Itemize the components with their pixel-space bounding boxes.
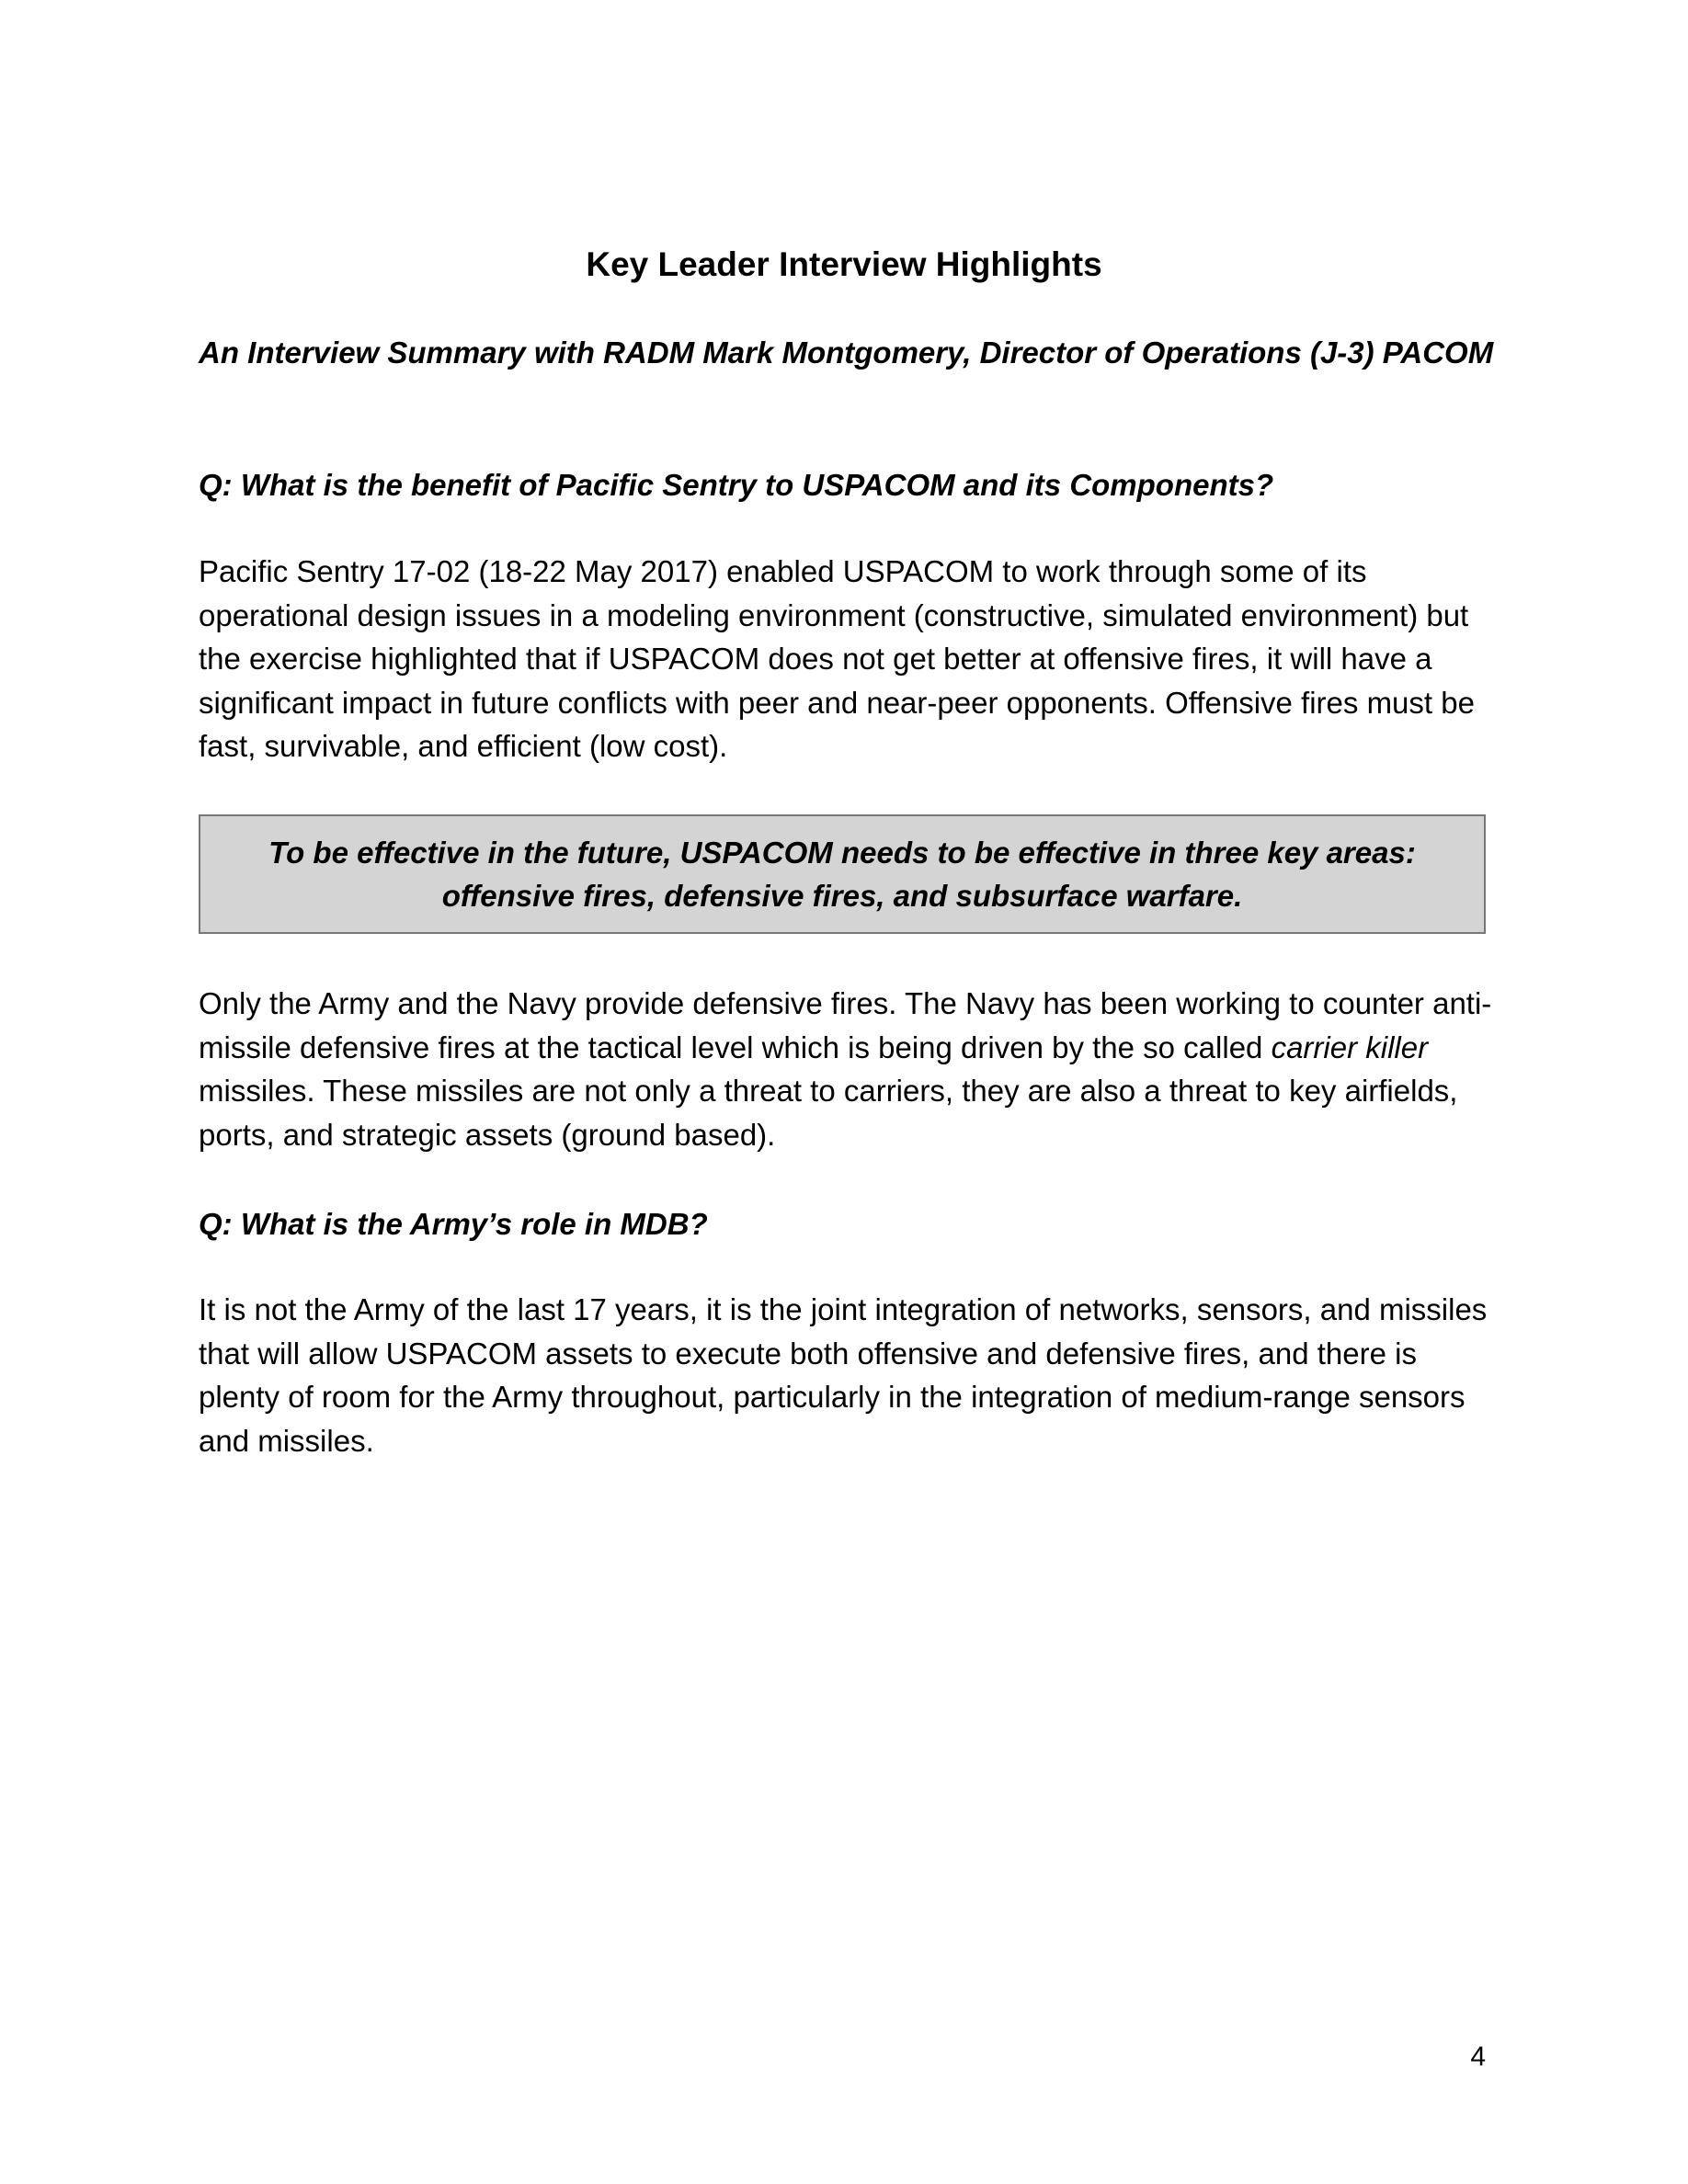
defensive-fires-paragraph xyxy=(199,982,1495,1156)
interview-subtitle: An Interview Summary with RADM Mark Montgomery, Director of Operations (J-3) PACOM xyxy=(199,336,1494,370)
carrier-killer-term: carrier killer xyxy=(1271,1029,1429,1064)
callout-text: To be effective in the future, USPACOM needs to be effective in three key areas: offensive fires, defensive fires, and subsurface warfare. xyxy=(268,836,1416,913)
question-army-role: Q: What is the Army’s role in MDB? xyxy=(199,1207,708,1241)
defensive-fires-text-start: Only the Army and the Navy provide defensive fires. The Navy has been working to counter anti-missile defensive fires at the tactical level which is being driven by the so called xyxy=(199,986,1492,1064)
callout-box xyxy=(199,814,1486,934)
answer-pacific-sentry-benefit: Pacific Sentry 17-02 (18-22 May 2017) enabled USPACOM to work through some of its operational design issues in a modeling environment (constructive, simulated environment) but the exercise highlighted that if USPACOM does not get better at offensive fires, it will have a significant impact in future conflicts with peer and near-peer opponents. Offensive fires must be fast, survivable, and efficient (low cost). xyxy=(199,554,1475,763)
page-title: Key Leader Interview Highlights xyxy=(586,245,1102,283)
answer-army-role: It is not the Army of the last 17 years, it is the joint integration of networks, sensors, and missiles that will allow USPACOM assets to execute both offensive and defensive fires, and there is plenty of room for the Army throughout, particularly in the integration of medium-range sensors and missiles. xyxy=(199,1292,1488,1458)
question-pacific-sentry-benefit: Q: What is the benefit of Pacific Sentry to USPACOM and its Components? xyxy=(199,468,1274,502)
page-number: 4 xyxy=(1470,2042,1486,2072)
defensive-fires-text-end: missiles. These missiles are not only a threat to carriers, they are also a threat to key airfields, ports, and strategic assets (ground based). xyxy=(199,1074,1458,1152)
